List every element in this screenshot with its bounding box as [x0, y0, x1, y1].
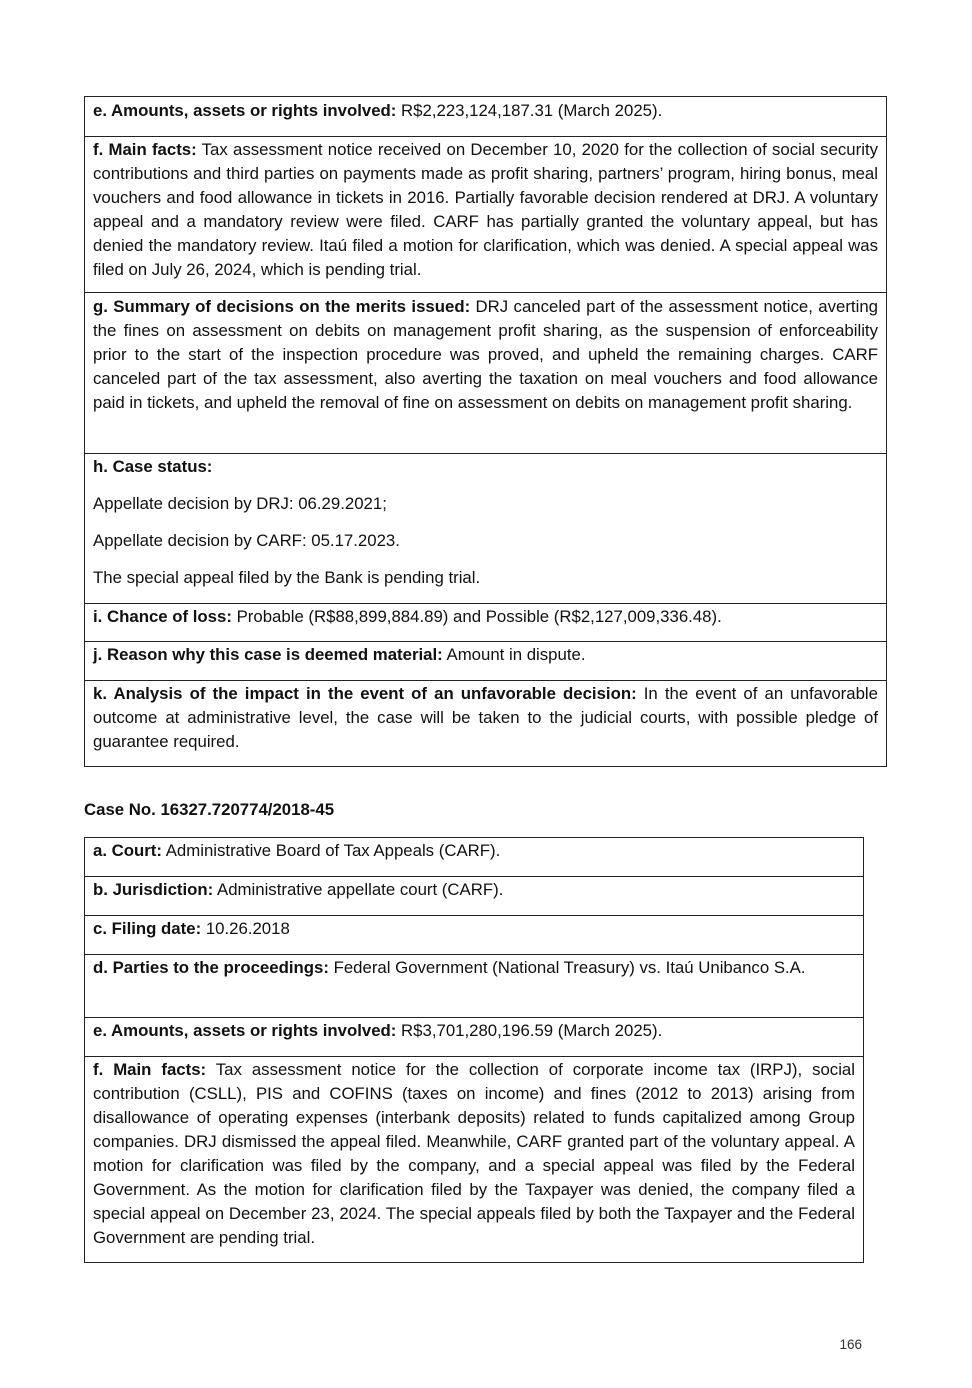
impact-analysis-cell: [85, 681, 887, 767]
field-label: b. Jurisdiction:: [93, 880, 214, 899]
field-label: f. Main facts:: [93, 140, 197, 159]
field-value: DRJ canceled part of the assessment notice, averting the fines on assessment on debits on management profit sharing, as the suspension of enforceability prior to the start of the inspection procedure was proved, and upheld the remaining charges. CARF canceled part of the tax assessment, also averting the taxation on meal vouchers and food allowance paid in tickets, and upheld the removal of fine on assessment on debits on management profit sharing.: [93, 297, 878, 412]
field-value: R$2,223,124,187.31 (March 2025).: [396, 101, 663, 120]
table-row: [85, 838, 864, 877]
table-row: [85, 877, 864, 916]
field-value: In the event of an unfavorable outcome at administrative level, the case will be taken to the judicial courts, with possible pledge of guarantee required.: [93, 684, 878, 751]
filing-date-cell: [85, 916, 864, 955]
field-value: Administrative appellate court (CARF).: [213, 880, 504, 899]
table-row: [85, 137, 887, 293]
table-row: [85, 293, 887, 454]
materiality-reason-cell: [85, 642, 887, 681]
field-label: d. Parties to the proceedings:: [93, 958, 329, 977]
field-value: Tax assessment notice received on December 10, 2020 for the collection of social security contributions and third parties on payments made as profit sharing, partners’ program, hiring bonus, meal vouchers and food allowance in tickets in 2016. Partially favorable decision rendered at DRJ. A voluntary appeal and a mandatory review were filed. CARF has partially granted the voluntary appeal, but has denied the mandatory review. Itaú filed a motion for clarification, which was denied. A special appeal was filed on July 26, 2024, which is pending trial.: [93, 140, 878, 279]
field-value: Tax assessment notice for the collection of corporate income tax (IRPJ), social contribution (CSLL), PIS and COFINS (taxes on income) and fines (2012 to 2013) arising from disallowance of operating expenses (interbank deposits) related to funds capitalized among Group companies. DRJ dismissed the appeal filed. Meanwhile, CARF granted part of the voluntary appeal. A motion for clarification was filed by the company, and a special appeal was filed by the Federal Government. As the motion for clarification filed by the Taxpayer was denied, the company filed a special appeal on December 23, 2024. The special appeals filed by both the Taxpayer and the Federal Government are pending trial.: [93, 1060, 855, 1247]
status-line: The special appeal filed by the Bank is pending trial.: [93, 568, 481, 587]
field-label: a. Court:: [93, 841, 162, 860]
field-label: i. Chance of loss:: [93, 607, 232, 626]
field-label: f. Main facts:: [93, 1060, 207, 1079]
case-status-cell: [85, 454, 887, 604]
jurisdiction-cell: [85, 877, 864, 916]
field-label: c. Filing date:: [93, 919, 202, 938]
court-cell: [85, 838, 864, 877]
main-facts-cell: [85, 137, 887, 293]
field-value: 10.26.2018: [201, 919, 290, 938]
table-row: [85, 955, 864, 1018]
table-row: [85, 681, 887, 767]
field-value: Administrative Board of Tax Appeals (CARF).: [162, 841, 501, 860]
main-facts-cell: [85, 1057, 864, 1263]
case-number-heading: Case No. 16327.720774/2018-45: [84, 800, 335, 819]
table-row: [85, 916, 864, 955]
table-row: [85, 1018, 864, 1057]
field-label: h. Case status:: [93, 457, 213, 476]
amounts-cell: [85, 97, 887, 137]
parties-cell: [85, 955, 864, 1018]
table-row: [85, 642, 887, 681]
table-row: [85, 454, 887, 604]
field-value: Amount in dispute.: [442, 645, 586, 664]
amounts-cell: [85, 1018, 864, 1057]
table-row: [85, 97, 887, 137]
field-value: Federal Government (National Treasury) vs. Itaú Unibanco S.A.: [328, 958, 806, 977]
field-label: e. Amounts, assets or rights involved:: [93, 1021, 397, 1040]
case-details-table-continued: [84, 96, 887, 767]
status-line: Appellate decision by CARF: 05.17.2023.: [93, 531, 400, 550]
field-label: g. Summary of decisions on the merits issued:: [93, 297, 471, 316]
field-value: Probable (R$88,899,884.89) and Possible (R$2,127,009,336.48).: [231, 607, 722, 626]
page-number: 166: [839, 1337, 862, 1352]
table-row: [85, 1057, 864, 1263]
field-label: j. Reason why this case is deemed material:: [93, 645, 443, 664]
decisions-summary-cell: [85, 293, 887, 454]
field-label: k. Analysis of the impact in the event of an unfavorable decision:: [93, 684, 637, 703]
case-details-table: [84, 837, 864, 1263]
chance-of-loss-cell: [85, 604, 887, 642]
status-line: Appellate decision by DRJ: 06.29.2021;: [93, 494, 387, 513]
field-label: e. Amounts, assets or rights involved:: [93, 101, 397, 120]
table-row: [85, 604, 887, 642]
field-value: R$3,701,280,196.59 (March 2025).: [396, 1021, 663, 1040]
